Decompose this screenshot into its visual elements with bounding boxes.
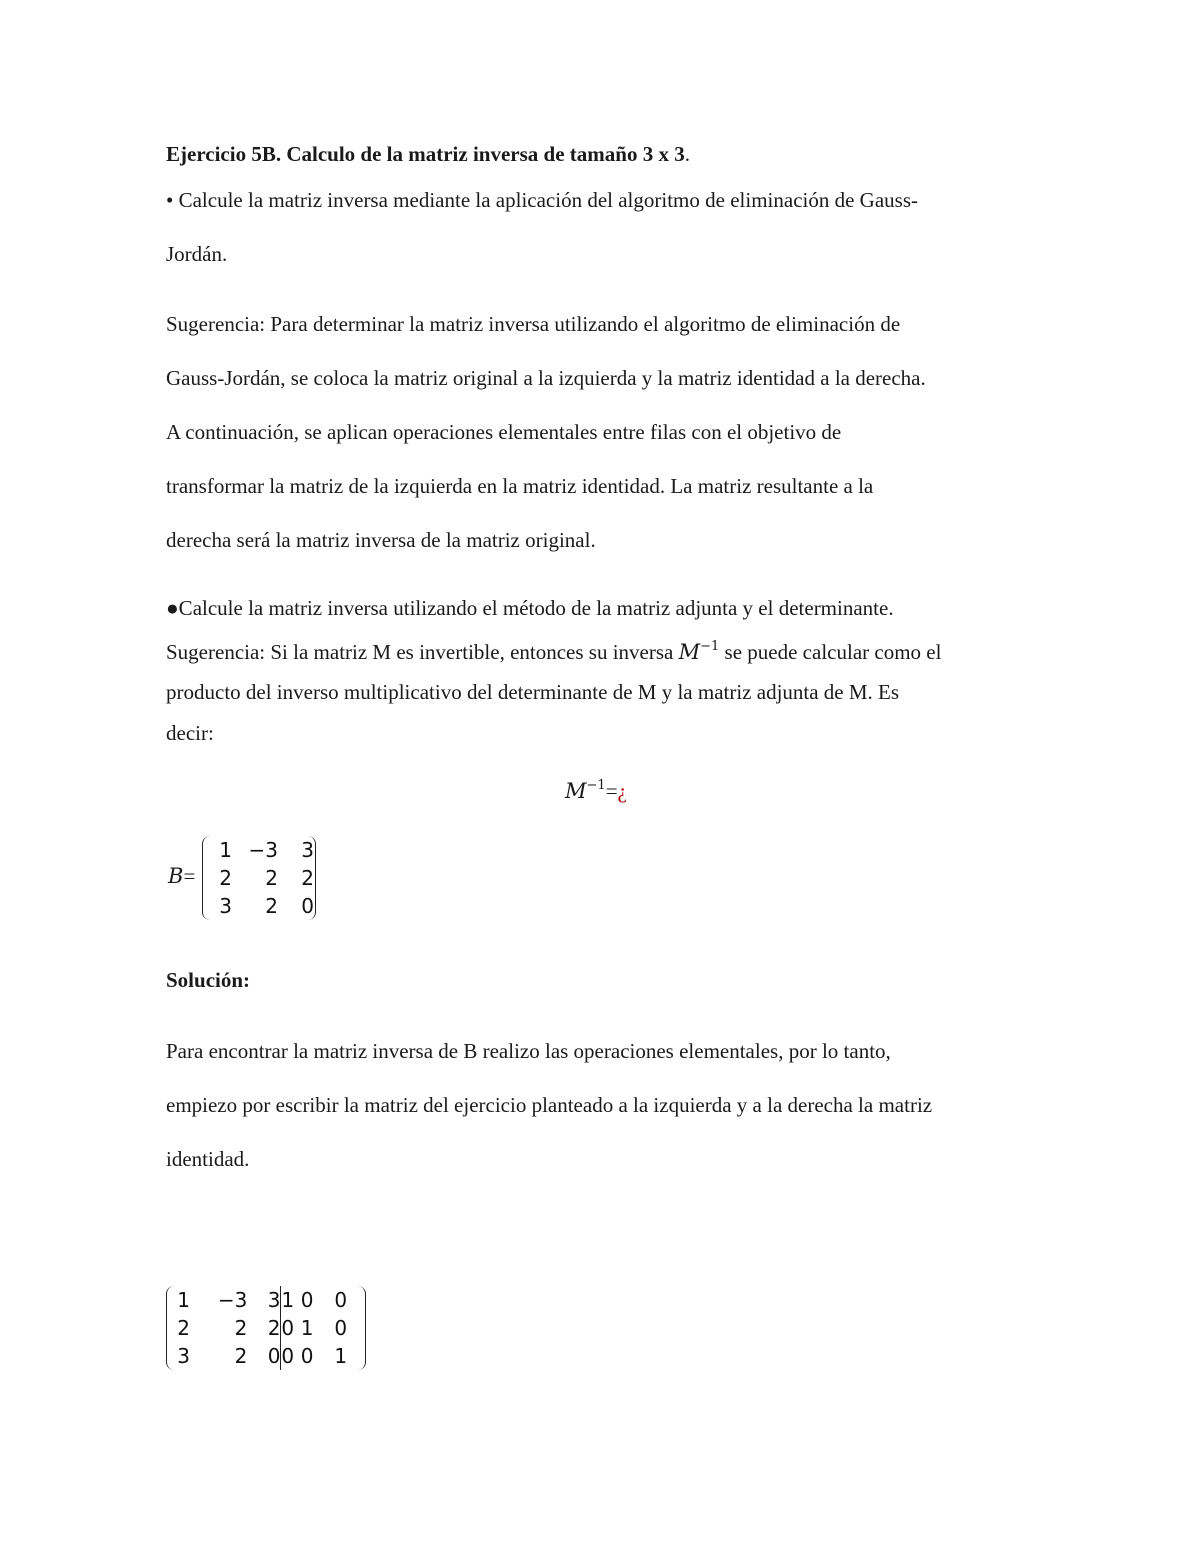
augmented-matrix-cell: 2 [234,1344,248,1368]
solucion-line-3: identidad. [166,1147,250,1171]
sugerencia-2-line-3: decir: [166,721,214,745]
augmented-matrix-cell: 1 [334,1344,348,1368]
augmented-matrix-row [174,1286,366,1314]
sugerencia-1-line-2: Gauss-Jordán, se coloca la matriz original a la izquierda y la matriz identidad a la derecha. [166,366,926,390]
augmented-matrix-cell: 0 [334,1316,348,1340]
solucion-line-1: Para encontrar la matriz inversa de B realizo las operaciones elementales, por lo tanto, [166,1039,891,1063]
matrix-b-row [210,864,314,892]
matrix-b-cell: 2 [219,866,232,890]
augmented-matrix [166,1286,366,1370]
augmented-matrix-cell: 2 [267,1316,281,1340]
inverse-symbol: $M^{-1}$ [678,639,720,664]
augmented-matrix-cell: 2 [177,1316,190,1340]
matrix-b-cell: 1 [219,838,232,862]
augmented-matrix-cell: 2 [234,1316,248,1340]
bullet-1-line-1: • Calcule la matriz inversa mediante la aplicación del algoritmo de eliminación de Gauss- [166,188,918,212]
bullet-2: ●Calcule la matriz inversa utilizando el método de la matriz adjunta y el determinante. [166,596,894,620]
matrix-b-row [210,892,314,920]
augmented-matrix-cell: 3 [177,1344,190,1368]
matrix-b-row [210,836,314,864]
exercise-title: Ejercicio 5B. Calculo de la matriz inversa de tamaño 3 x 3. [166,142,690,166]
solucion-line-2: empiezo por escribir la matriz del ejercicio planteado a la izquierda y a la derecha la matriz [166,1093,933,1117]
augmented-matrix-cell: 0 [300,1288,314,1312]
matrix-b-cell: 2 [265,894,278,918]
bullet-1-line-2: Jordán. [166,242,228,266]
sugerencia-2-line-2: producto del inverso multiplicativo del determinante de M y la matriz adjunta de M. Es [166,680,900,704]
sugerencia-1-line-3: A continuación, se aplican operaciones elementales entre filas con el objetivo de [166,420,842,444]
augmented-matrix-cell: 0 [267,1344,281,1368]
matrix-b [202,836,316,920]
matrix-b-cell: 0 [301,894,314,918]
sugerencia-2-line-1: Sugerencia: Si la matriz M es invertible, entonces su inversa $M^{-1}$ se puede calcular como el [166,639,942,664]
matrix-b-cell: −3 [248,838,278,862]
matrix-b-label: B= [168,864,196,888]
matrix-b-cell: 3 [301,838,314,862]
augmented-matrix-cell: 1 [177,1288,190,1312]
sugerencia-1-line-5: derecha será la matriz inversa de la matriz original. [166,528,596,552]
augmented-matrix-cell: 3 [267,1288,281,1312]
augmented-matrix-cell: 0 [281,1314,301,1342]
matrix-b-cell: 2 [301,866,314,890]
solucion-heading: Solución: [166,968,251,992]
matrix-b-cell: 3 [219,894,232,918]
sugerencia-1-line-1: Sugerencia: Para determinar la matriz inversa utilizando el algoritmo de eliminación de [166,312,901,336]
matrix-b-cell: 2 [265,866,278,890]
augmented-matrix-row [174,1342,366,1370]
formula: $M^{-1}=¿$ [565,778,627,803]
augmented-matrix-cell: 0 [300,1344,314,1368]
augmented-matrix-cell: 1 [300,1316,314,1340]
augmented-matrix-cell: 0 [281,1342,301,1370]
sugerencia-1-line-4: transformar la matriz de la izquierda en la matriz identidad. La matriz resultante a la [166,474,874,498]
augmented-matrix-cell: −3 [217,1288,248,1312]
augmented-matrix-cell: 0 [334,1288,348,1312]
augmented-matrix-row [174,1314,366,1342]
augmented-matrix-cell: 1 [281,1286,301,1314]
